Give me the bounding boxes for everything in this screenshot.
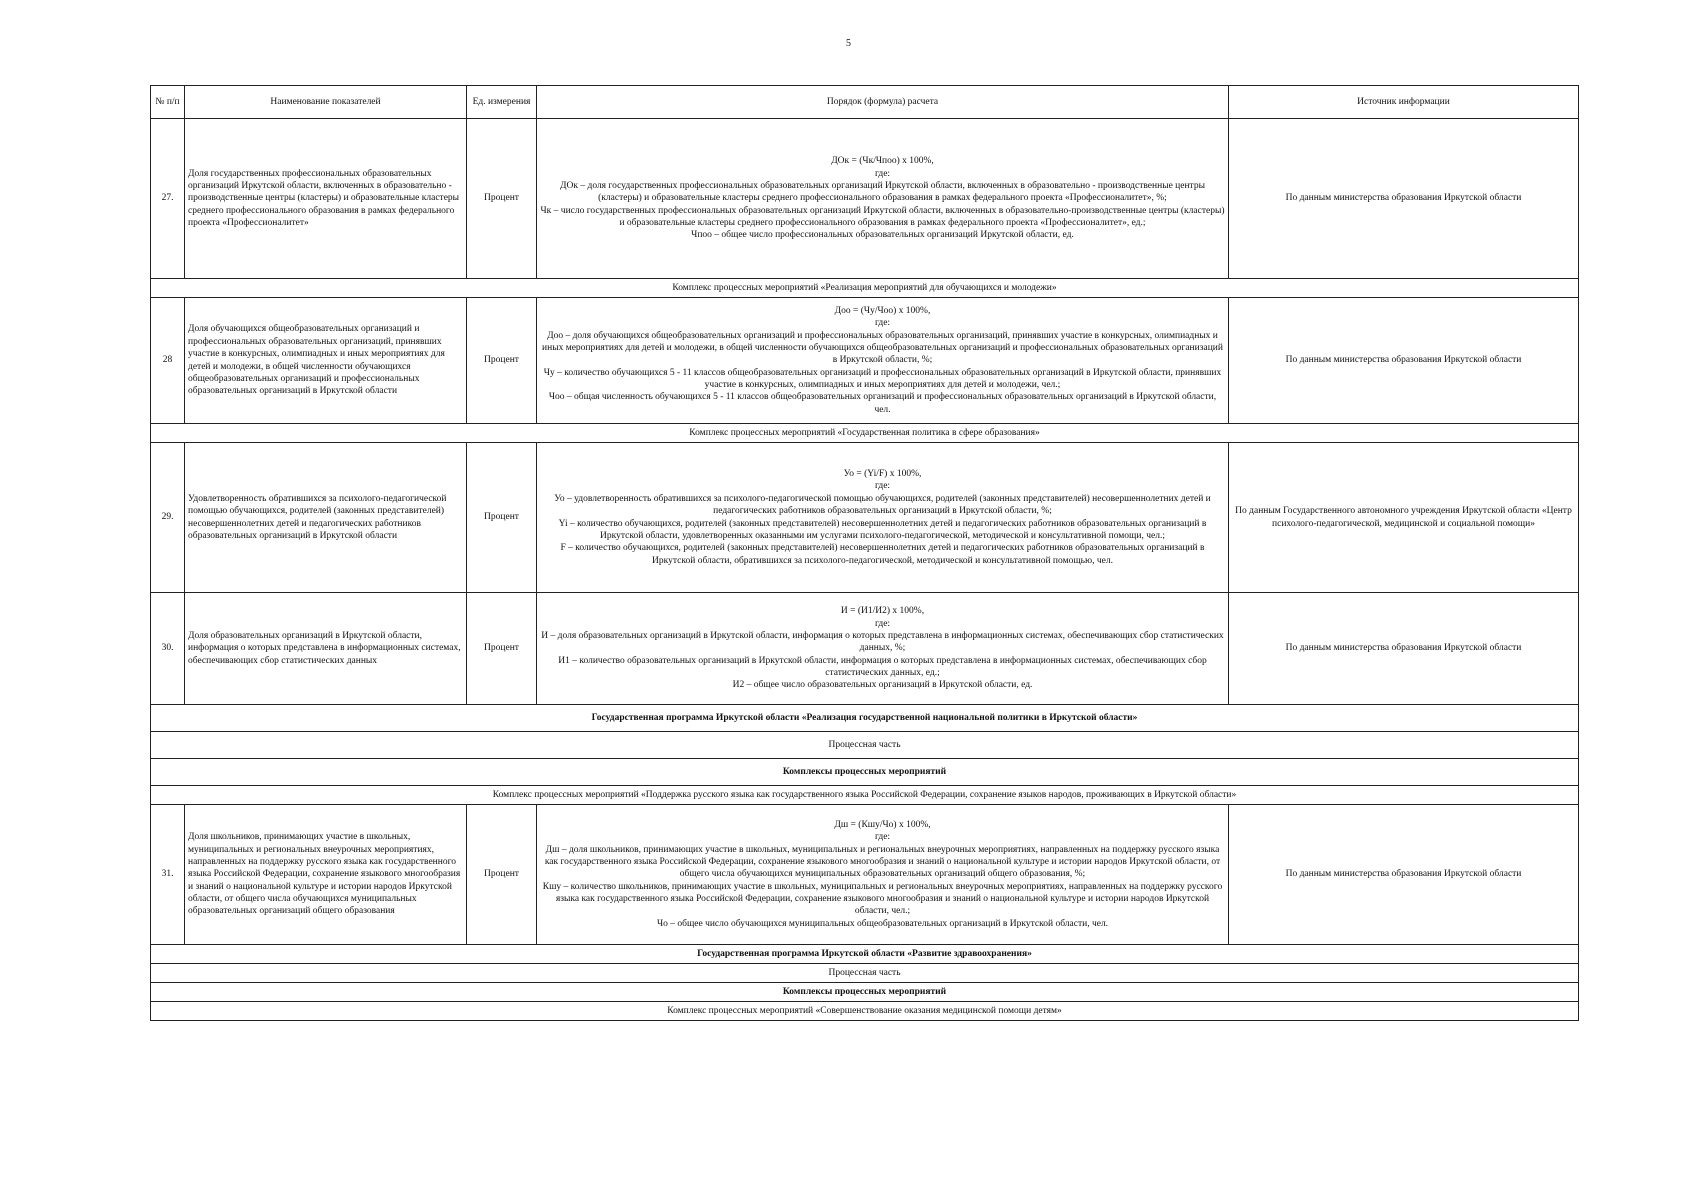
indicator-formula [537,593,1229,705]
indicator-unit: Процент [467,443,537,593]
indicator-unit: Процент [467,298,537,424]
header-num: № п/п [151,86,185,119]
formula-line: Уо = (Yi/F) x 100%, [843,469,922,480]
program-title: Государственная программа Иркутской области «Реализация государственной национальной политики в Иркутской области» [151,705,1579,732]
section-title: Комплекс процессных мероприятий «Совершенствование оказания медицинской помощи детям» [151,1002,1579,1021]
formula-line: И – доля образовательных организаций в Иркутской области, информация о которых представлена в информационных системах, обеспечивающих сбор статистических данных, %; [541,630,1224,654]
indicator-source: По данным министерства образования Иркутской области [1229,298,1579,424]
section-row [151,705,1579,732]
formula-line: ДОк = (Чк/Чпоо) x 100%, [831,156,934,167]
section-row [151,732,1579,759]
section-row [151,1002,1579,1021]
section-title: Процессная часть [151,732,1579,759]
row-number: 30. [151,593,185,705]
indicator-unit: Процент [467,593,537,705]
indicator-unit: Процент [467,119,537,279]
indicator-source: По данным министерства образования Иркутской области [1229,805,1579,945]
indicator-source: По данным министерства образования Иркутской области [1229,593,1579,705]
formula-line: где: [874,481,891,492]
indicator-source: По данным министерства образования Иркутской области [1229,119,1579,279]
section-title: Комплексы процессных мероприятий [151,983,1579,1002]
formula-line: F – количество обучающихся, родителей (законных представителей) несовершеннолетних детей и педагогических работников образовательных организаций в Иркутской области, обратившихся за психолого-педагогической, методической и консультативной помощью, чел. [560,543,1205,566]
formula-line: Чоо – общая численность обучающихся 5 - 11 классов общеобразовательных организаций и профессиональных образовательных организаций в Иркутской области, чел. [548,392,1217,415]
section-row [151,945,1579,964]
formula-line: Чк – число государственных профессиональных образовательных организаций Иркутской области, включенных в образовательно-производственные центры (кластеры) и образовательные кластеры среднего профессионального образования в рамках федерального проекта «Профессионалитет», ед.; [540,205,1225,229]
section-title: Комплекс процессных мероприятий «Реализация мероприятий для обучающихся и молодежи» [151,279,1579,298]
header-formula: Порядок (формула) расчета [537,86,1229,119]
indicator-source: По данным Государственного автономного учреждения Иркутской области «Центр психолого-педагогической, медицинской и социальной помощи» [1229,443,1579,593]
section-row [151,964,1579,983]
indicator-name: Доля школьников, принимающих участие в школьных, муниципальных и региональных внеурочных мероприятиях, направленных на поддержку русского языка как государственного языка Российской Федерации, сохранение языкового многообразия и знаний о национальной культуре и истории народов Иркутской области, от общего числа обучающихся муниципальных образовательных организаций общего образования [185,805,467,945]
page-number: 5 [846,38,851,49]
header-name: Наименование показателей [185,86,467,119]
row-number: 29. [151,443,185,593]
formula-line: Чо – общее число обучающихся муниципальных общеобразовательных организаций в Иркутской области, чел. [656,918,1109,929]
section-row [151,759,1579,786]
header-unit: Ед. измерения [467,86,537,119]
program-title: Государственная программа Иркутской области «Развитие здравоохранения» [151,945,1579,964]
indicator-formula [537,298,1229,424]
formula-line: И2 – общее число образовательных организаций в Иркутской области, ед. [732,680,1033,691]
indicator-formula [537,805,1229,945]
header-source: Источник информации [1229,86,1579,119]
formula-line: Доо – доля обучающихся общеобразовательных организаций и профессиональных образовательных организаций, принявших участие в конкурсных, олимпиадных и иных мероприятиях для детей и молодежи, в общей численности обучающихся общеобразовательных организаций и профессиональных образовательных организаций в Иркутской области, %; [542,330,1223,366]
indicator-name: Доля образовательных организаций в Иркутской области, информация о которых представлена в информационных системах, обеспечивающих сбор статистических данных [185,593,467,705]
formula-line: Уо – удовлетворенность обратившихся за психолого-педагогической помощью обучающихся, родителей (законных представителей) несовершеннолетних детей и педагогических работников образовательных организаций в Иркутской области, %; [554,493,1211,517]
section-title: Комплекс процессных мероприятий «Государственная политика в сфере образования» [151,424,1579,443]
formula-line: Чу – количество обучающихся 5 - 11 классов общеобразовательных организаций и профессиональных образовательных организаций в Иркутской области, принявших участие в конкурсных, олимпиадных и иных мероприятиях для детей и молодежи, чел.; [543,367,1222,391]
indicator-formula [537,119,1229,279]
formula-line: Чпоо – общее число профессиональных образовательных организаций Иркутской области, ед. [691,230,1074,241]
indicators-table [150,85,1579,1021]
formula-line: ДОк – доля государственных профессиональных образовательных организаций Иркутской области, включенных в образовательно - производственные центры (кластеры) и образовательные кластеры среднего профессионального образования в рамках федерального проекта «Профессионалитет», %; [560,180,1205,204]
formula-line: И = (И1/И2) x 100%, [840,606,925,617]
formula-line: где: [874,618,891,629]
table-row [151,805,1579,945]
formula-line: где: [874,168,891,179]
formula-line: И1 – количество образовательных организаций в Иркутской области, информация о которых представлена в информационных системах, обеспечивающих сбор статистических данных, ед.; [558,655,1207,679]
row-number: 31. [151,805,185,945]
table-row [151,298,1579,424]
formula-line: Кшу – количество школьников, принимающих участие в школьных, муниципальных и региональных внеурочных мероприятиях, направленных на поддержку русского языка как государственного языка Российской Федерации, сохранение языкового многообразия и знаний о национальной культуре и истории народов Иркутской области, чел.; [542,881,1223,917]
table-row [151,119,1579,279]
section-title: Комплекс процессных мероприятий «Поддержка русского языка как государственного языка Российской Федерации, сохранение языков народов, проживающих в Иркутской области» [151,786,1579,805]
indicator-unit: Процент [467,805,537,945]
table-row [151,443,1579,593]
formula-line: Доо = (Чу/Чоо) x 100%, [834,305,931,316]
section-title: Процессная часть [151,964,1579,983]
table-header-row [151,86,1579,119]
formula-line: Дш = (Кшу/Чо) x 100%, [834,819,931,830]
section-row [151,983,1579,1002]
indicator-name: Удовлетворенность обратившихся за психолого-педагогической помощью обучающихся, родителей (законных представителей) несовершеннолетних детей и педагогических работников образовательных организаций в Иркутской области [185,443,467,593]
section-row [151,279,1579,298]
indicator-formula [537,443,1229,593]
section-row [151,786,1579,805]
formula-line: Дш – доля школьников, принимающих участие в школьных, муниципальных и региональных внеурочных мероприятиях, направленных на поддержку русского языка как государственного языка Российской Федерации, сохранение языкового многообразия и знаний о национальной культуре и истории народов Иркутской области, от общего числа обучающихся муниципальных образовательных организаций общего образования, %; [544,844,1221,880]
formula-line: где: [874,832,891,843]
section-title: Комплексы процессных мероприятий [151,759,1579,786]
indicator-name: Доля государственных профессиональных образовательных организаций Иркутской области, включенных в образовательно - производственные центры (кластеры) и образовательные кластеры среднего профессионального образования в рамках федерального проекта «Профессионалитет» [185,119,467,279]
formula-line: где: [874,318,891,329]
table-row [151,593,1579,705]
formula-line: Yi – количество обучающихся, родителей (законных представителей) несовершеннолетних детей и педагогических работников образовательных организаций в Иркутской области, удовлетворенных оказанными им услугами психолого-педагогической, методической и консультативной помощи, чел.; [558,518,1207,541]
indicator-name: Доля обучающихся общеобразовательных организаций и профессиональных образовательных организаций, принявших участие в конкурсных, олимпиадных и иных мероприятиях для детей и молодежи, в общей численности обучающихся общеобразовательных организаций и профессиональных образовательных организаций в Иркутской области [185,298,467,424]
section-row [151,424,1579,443]
row-number: 27. [151,119,185,279]
row-number: 28 [151,298,185,424]
